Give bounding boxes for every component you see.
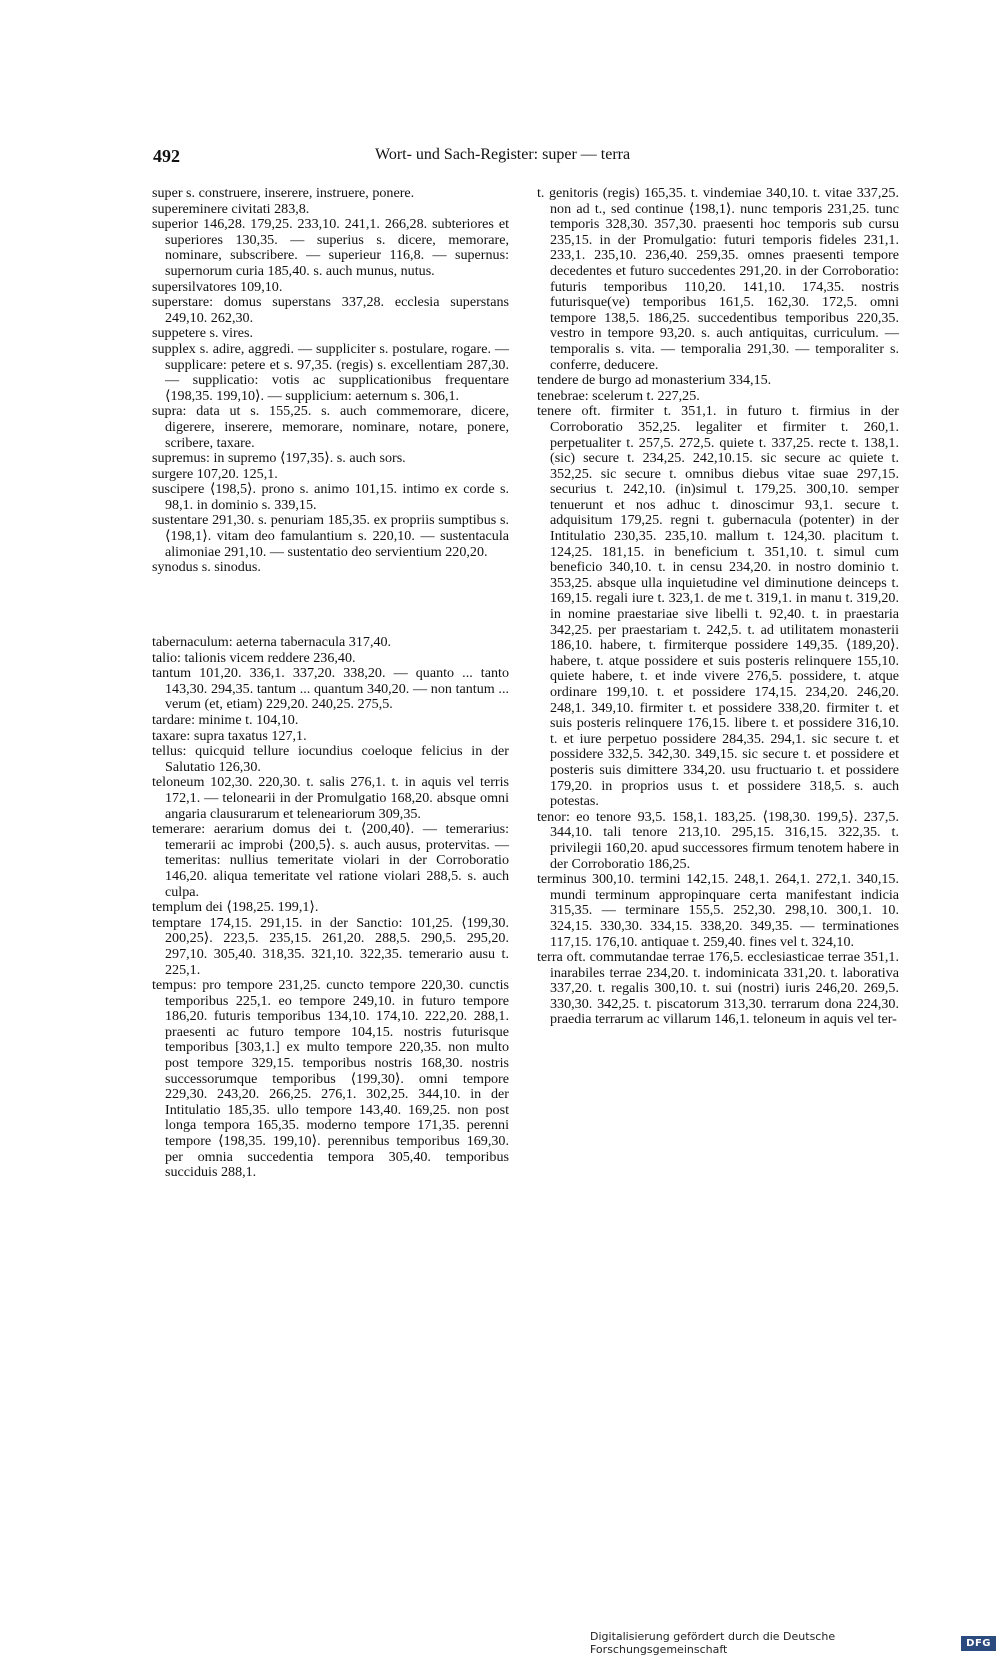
index-entry: surgere 107,20. 125,1. xyxy=(152,465,278,482)
index-entry: tempus: pro tempore 231,25. cuncto tempore 220,30. cunctis temporibus 225,1. eo tempore 249,10. in futuro tempore 186,20. futuris temporibus 134,10. 174,10. 222,20. 288,1. praesenti ac futuro tempore 104,15. nostris futurisque temporibus [303,1.] ex multo tempore 220,35. non multo post tempore 329,15. temporibus nostris 168,30. nostris successorumque temporibus ⟨199,30⟩. omni tempore 229,30. 243,20. 266,25. 276,1. 302,25. 344,10. in der Intitulatio 185,35. ullo tempore 143,40. 169,25. non post longa tempora 165,35. moderno tempore 171,35. perenni tempore ⟨198,35. 199,10⟩. perennibus temporibus 169,30. per omnia succedentia tempora 305,40. temporibus succiduis 288,1. xyxy=(152,977,509,1181)
index-entry: tenere oft. firmiter t. 351,1. in futuro t. firmius in der Corroboratio 352,25. legaliter et firmiter t. 260,1. perpetualiter t. 257,5. 272,5. quiete t. 337,25. recte t. 138,1. (sic) secure t. 234,25. 242,10.15. sic secure ac quiete t. 352,25. sic secure t. omnibus diebus vitae suae 297,15. securius t. 242,10. (in)simul t. 179,25. 300,10. semper tenuerunt et nos adhuc t. dinoscimur 93,1. secure t. adquisitum 179,25. regni t. gubernacula (potenter) in der Intitulatio 230,35. 235,10. mallum t. 124,30. placitum t. 124,25. 181,15. in beneficium t. 351,10. t. simul cum beneficio 340,10. t. in censu 234,20. in nostro dominio t. 353,25. absque ulla inquietudine vel diminutione deinceps t. 169,15. regali iure t. 323,1. de me t. 319,1. in manu t. 319,20. in nomine praestariae sive libelli t. 92,40. t. in praestaria 342,25. per praestariam t. 242,5. t. ad utilitatem monasterii 186,10. habere, t. firmiterque possidere 149,35. ⟨189,20⟩. habere, t. atque possidere et suis posteris relinquere 155,10. quiete habere, t. et inde vivere 276,5. possidere, t. atque ordinare 199,10. t. et possidere 174,15. 234,20. 246,20. 248,1. 349,10. firmiter t. et possidere 338,20. firmiter t. et suis posteris relinquere 176,15. libere t. et possidere 316,10. t. et iure perpetuo possidere 284,35. 294,1. sic secure t. et possidere 332,5. 342,30. 349,15. sic secure t. et possidere et posteris suis dimittere 334,20. usu fructuario t. et possidere 179,20. in proprios usus t. et possidere 318,5. s. auch potestas. xyxy=(537,403,899,810)
index-entry: tantum 101,20. 336,1. 337,20. 338,20. — quanto ... tanto 143,30. 294,35. tantum ... quantum 340,20. — non tantum ... verum (et, etiam) 229,20. 240,25. 275,5. xyxy=(152,665,509,713)
index-entry: suscipere ⟨198,5⟩. prono s. animo 101,15. intimo ex corde s. 98,1. in dominio s. 339,15. xyxy=(152,481,509,513)
left-column xyxy=(152,186,509,1181)
index-entry: superior 146,28. 179,25. 233,10. 241,1. 266,28. subteriores et superiores 130,35. — superius s. dicere, memorare, nominare, subscribere. — superieur 116,8. — supernus: supernorum curia 185,40. s. auch munus, nutus. xyxy=(152,216,509,279)
page-header xyxy=(153,146,849,170)
right-column xyxy=(537,186,899,1028)
index-entry: terminus 300,10. termini 142,15. 248,1. 264,1. 272,1. 340,15. mundi terminum appropinquare certa manifestant indicia 315,35. — terminare 155,5. 252,30. 298,10. 300,1. 10. 324,15. 330,30. 334,15. 338,20. 349,35. — terminationes 117,15. 176,10. antiquae t. 259,40. fines vel t. 324,10. xyxy=(537,871,899,950)
index-entry: terra oft. commutandae terrae 176,5. ecclesiasticae terrae 351,1. inarabiles terrae 234,20. t. indominicata 331,20. t. laborativa 337,20. t. regalis 300,10. t. sui (nostri) iuris 246,20. 269,5. 330,30. 342,25. t. piscatorum 313,30. terrarum dona 224,30. praedia terrarum ac villarum 146,1. teloneum in aquis vel ter- xyxy=(537,949,899,1028)
footer-credit xyxy=(590,1632,1000,1654)
funding-credit: Digitalisierung gefördert durch die Deutsche Forschungsgemeinschaft xyxy=(590,1630,836,1656)
index-entry: temerare: aerarium domus dei t. ⟨200,40⟩. — temerarius: temerarii ac improbi ⟨200,5⟩. s. auch ausus, protervitas. — temeritas: nullius temeritate violari in der Corroboratio 146,20. aliqua temeritate vel ratione violari 288,5. s. auch culpa. xyxy=(152,821,509,900)
index-entry: supereminere civitati 283,8. xyxy=(152,200,310,217)
index-entry: tenor: eo tenore 93,5. 158,1. 183,25. ⟨198,30. 199,5⟩. 237,5. 344,10. tali tenore 213,10. 295,15. 316,15. 322,35. t. privilegii 160,20. apud successores firmum tenotem habere in der Corroboratio 186,25. xyxy=(537,808,899,872)
index-entry: tardare: minime t. 104,10. xyxy=(152,712,299,728)
index-entry: temptare 174,15. 291,15. in der Sanctio: 101,25. ⟨199,30. 200,25⟩. 223,5. 235,15. 261,20. 288,5. 290,5. 295,20. 297,10. 305,40. 318,35. 321,10. 322,35. temerario ausu t. 225,1. xyxy=(152,914,509,978)
page-number: 492 xyxy=(153,146,180,166)
index-entry: taxare: supra taxatus 127,1. xyxy=(152,727,307,744)
index-entry: supremus: in supremo ⟨197,35⟩. s. auch sors. xyxy=(152,450,406,467)
index-entry: tabernaculum: aeterna tabernacula 317,40. xyxy=(152,634,392,651)
index-entry: super s. construere, inserere, instruere, ponere. xyxy=(152,185,415,201)
running-title: Wort- und Sach-Register: super — terra xyxy=(375,146,631,163)
dfg-logo: DFG xyxy=(961,1636,996,1651)
index-entry: supra: data ut s. 155,25. s. auch commemorare, dicere, digerere, inserere, memorare, nominare, notare, ponere, scribere, taxare. xyxy=(152,403,509,451)
index-entry: supplex s. adire, aggredi. — suppliciter s. postulare, rogare. — supplicare: petere et s. 97,35. (regis) s. excellentiam 287,30. — supplicatio: votis ac supplicationibus frequentare ⟨198,35. 199,10⟩. — supplicium: aeternum s. 306,1. xyxy=(152,340,509,404)
index-entry: templum dei ⟨198,25. 199,1⟩. xyxy=(152,899,319,916)
index-entry: tellus: quicquid tellure iocundius coeloque felicius in der Salutatio 126,30. xyxy=(152,743,509,775)
index-entry: synodus s. sinodus. xyxy=(152,559,261,576)
index-entry: superstare: domus superstans 337,28. ecclesia superstans 249,10. 262,30. xyxy=(152,294,509,326)
index-entry: tendere de burgo ad monasterium 334,15. xyxy=(537,372,772,389)
index-entry: tenebrae: scelerum t. 227,25. xyxy=(537,387,700,404)
index-entry: suppetere s. vires. xyxy=(152,325,253,342)
index-entry: talio: talionis vicem reddere 236,40. xyxy=(152,649,356,666)
index-entry: sustentare 291,30. s. penuriam 185,35. ex propriis sumptibus s. ⟨198,1⟩. vitam deo famulantium s. 220,10. — sustentacula alimoniae 291,10. — sustentatio deo servientium 220,20. xyxy=(152,512,509,560)
index-entry: teloneum 102,30. 220,30. t. salis 276,1. t. in aquis vel terris 172,1. — telonearii in der Promulgatio 168,20. absque omni angaria clausurarum et teleneariorum 309,35. xyxy=(152,774,509,822)
index-entry: supersilvatores 109,10. xyxy=(152,278,283,295)
index-entry: t. genitoris (regis) 165,35. t. vindemiae 340,10. t. vitae 337,25. non ad t., sed continue ⟨198,1⟩. nunc temporis 231,25. tunc temporis 328,30. 357,30. praesenti hoc temporis sub cursu 235,15. in der Promulgatio: futuri temporis fideles 231,1. 233,1. 235,10. 236,40. 259,35. omnes praesenti tempore decedentes et futuro succedentes 291,20. in der Corroboratio: futuris temporibus 110,20. 141,10. 174,35. nostris futurisque(ve) temporibus 161,5. 162,30. 172,5. omni tempore 138,5. 186,25. succedentibus temporibus 220,35. vestro in tempore 93,20. s. auch antiquitas, curriculum. — temporalis s. vita. — temporalia 291,30. — temporaliter s. conferre, deducere. xyxy=(537,185,899,373)
section-gap xyxy=(152,590,509,621)
